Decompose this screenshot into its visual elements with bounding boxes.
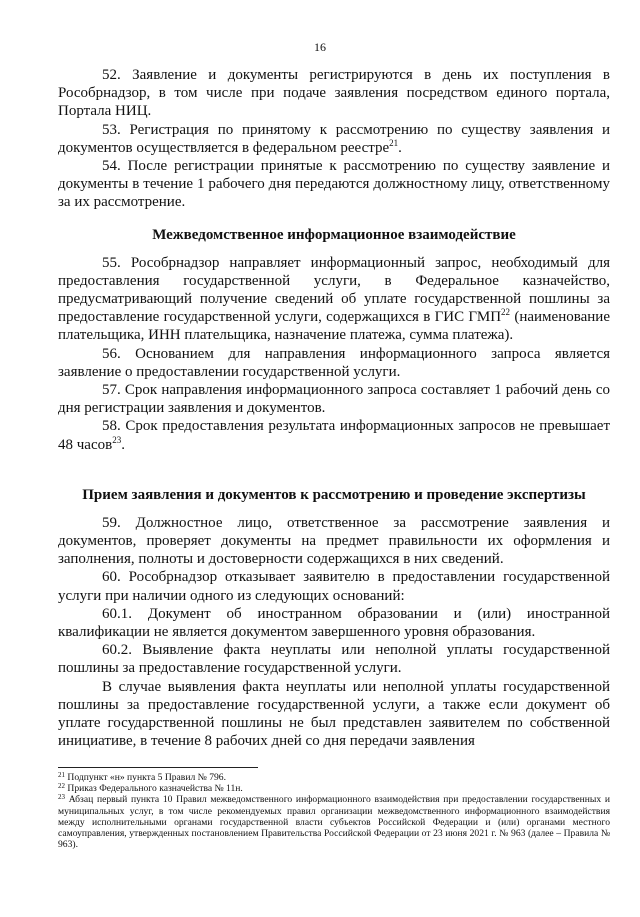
footnote-21 bbox=[58, 772, 610, 783]
paragraph-53 bbox=[58, 121, 610, 157]
footnote-number: 23 bbox=[58, 793, 65, 802]
paragraph-55 bbox=[58, 254, 610, 345]
footnote-text: Абзац первый пункта 10 Правил межведомственного информационного взаимодействия при предоставлении государственных и муниципальных услуг, в том числе рекомендуемых правил организации межведомственного информационного взаимодействия между исполнительными органами государственной власти субъектов Российской Федерации и (или) органами местного самоуправления, утвержденных постановлением Правительства Российской Федерации от 23 июня 2021 г. № 963 (далее – Правила № 963). bbox=[58, 794, 611, 851]
document-body bbox=[58, 66, 610, 751]
footnote-divider bbox=[58, 767, 258, 768]
footnotes-section bbox=[58, 772, 610, 850]
paragraph-text: 53. Регистрация по принятому к рассмотрению по существу заявления и документов осуществляется в федеральном реестре bbox=[58, 121, 610, 156]
paragraph-text: 57. Срок направления информационного запроса составляет 1 рабочий день со дня регистрации заявления и документов. bbox=[58, 382, 610, 417]
paragraph-54 bbox=[58, 157, 610, 212]
paragraph-nonpayment-case: В случае выявления факта неуплаты или неполной уплаты государственной пошлины за предоставление государственной услуги, а также если документ об уплате государственной пошлины не был представлен заявителем по собственной инициативе, в течение 8 рабочих дней со дня передачи заявления bbox=[58, 678, 610, 750]
paragraph-56 bbox=[58, 345, 610, 381]
footnote-22 bbox=[58, 783, 610, 794]
section-heading-interagency: Межведомственное информационное взаимодействие bbox=[152, 226, 516, 243]
paragraph-60-1: 60.1. Документ об иностранном образовании и (или) иностранной квалификации не является документом завершенного уровня образования. bbox=[58, 605, 610, 641]
paragraph-text: 56. Основанием для направления информационного запроса является заявление о предоставлении государственной услуги. bbox=[58, 345, 610, 380]
page-number: 16 bbox=[314, 40, 326, 54]
paragraph-text: 55. Рособрнадзор направляет информационный запрос, необходимый для предоставления государственной услуги, в Федеральное казначейство, предусматривающий получение сведений об уплате государственной пошлины за предоставление государственной услуги, содержащихся в ГИС ГМП bbox=[58, 254, 610, 326]
paragraph-text-tail: . bbox=[398, 139, 402, 156]
footnote-23 bbox=[58, 794, 610, 850]
paragraph-60: 60. Рособрнадзор отказывает заявителю в предоставлении государственной услуги при наличии одного из следующих оснований: bbox=[58, 569, 610, 604]
paragraph-57 bbox=[58, 381, 610, 417]
footnote-ref-21[interactable]: 21 bbox=[389, 137, 399, 148]
footnote-ref-23[interactable]: 23 bbox=[112, 434, 122, 445]
footnote-number: 22 bbox=[58, 782, 65, 791]
paragraph-52 bbox=[58, 66, 610, 121]
paragraph-59: 59. Должностное лицо, ответственное за рассмотрение заявления и документов, проверяет документы на предмет правильности их оформления и заполнения, полноты и достоверности содержащихся в них сведений. bbox=[58, 514, 610, 568]
footnote-number: 21 bbox=[58, 771, 65, 779]
footnote-text: Подпункт «н» пункта 5 Правил № 796. bbox=[67, 772, 226, 783]
paragraph-60-2: 60.2. Выявление факта неуплаты или неполной уплаты государственной пошлины за предоставление государственной услуги. bbox=[58, 642, 610, 677]
paragraph-text: 58. Срок предоставления результата информационных запросов не превышает 48 часов bbox=[58, 418, 610, 453]
paragraph-text-tail: (наименование плательщика, ИНН плательщика, назначение платежа, сумма платежа). bbox=[58, 309, 610, 344]
footnote-text: Приказ Федерального казначейства № 11н. bbox=[67, 783, 243, 795]
paragraph-text: 54. После регистрации принятые к рассмотрению по существу заявление и документы в течение 1 рабочего дня передаются должностному лицу, ответственному за их рассмотрение. bbox=[58, 158, 610, 211]
section-heading-acceptance: Прием заявления и документов к рассмотрению и проведение экспертизы bbox=[82, 486, 586, 503]
paragraph-text: 52. Заявление и документы регистрируются в день их поступления в Рособрнадзор, в том числе при подаче заявления посредством единого портала, Портала НИЦ. bbox=[58, 67, 610, 120]
paragraph-text-tail: . bbox=[121, 436, 125, 453]
paragraph-58 bbox=[58, 417, 610, 453]
footnote-ref-22[interactable]: 22 bbox=[501, 307, 511, 318]
